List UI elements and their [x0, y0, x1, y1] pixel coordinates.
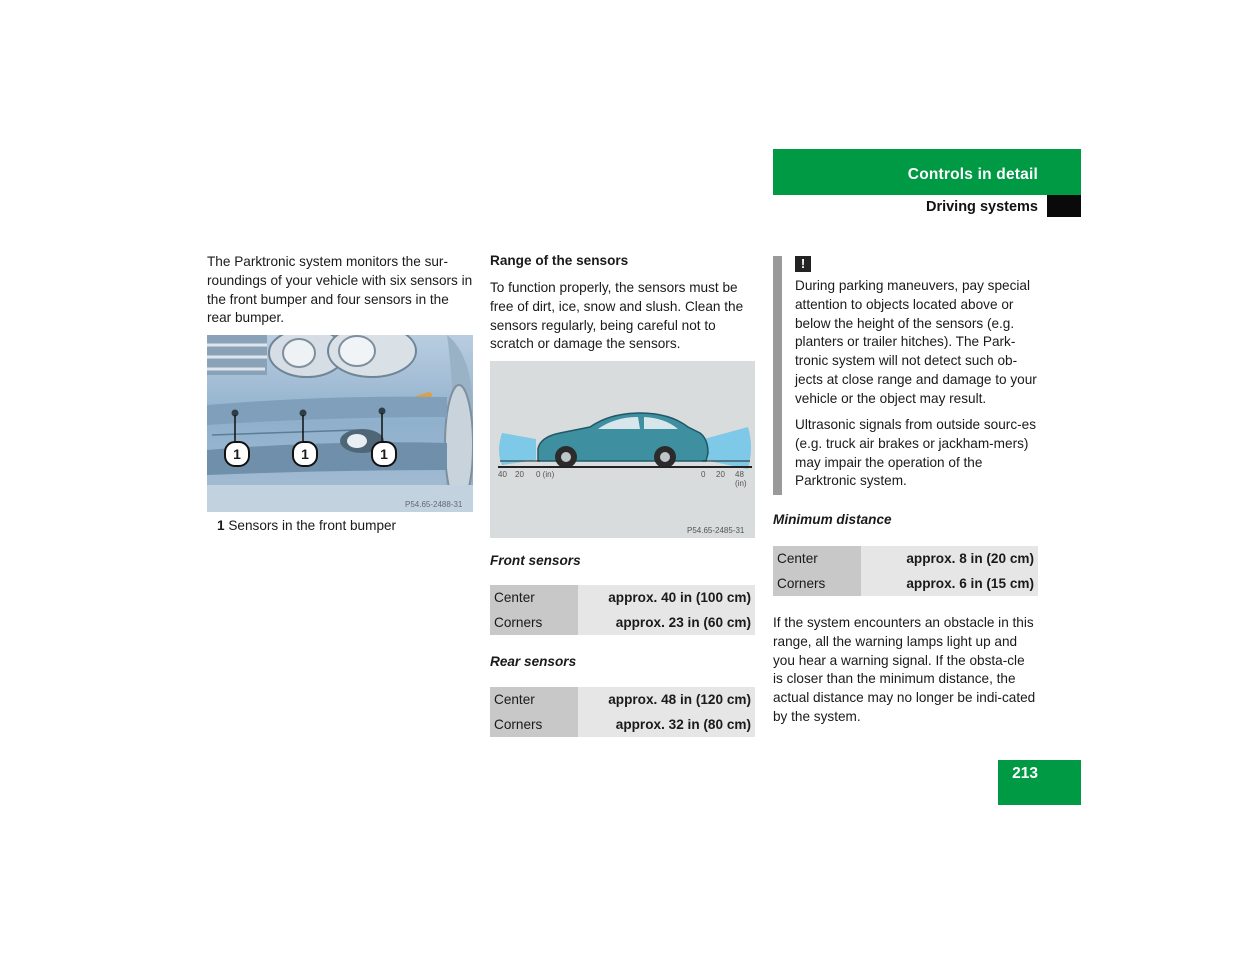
row-value: approx. 23 in (60 cm) — [578, 610, 755, 635]
front-sensors-heading: Front sensors — [490, 553, 581, 568]
table-row — [490, 610, 755, 635]
table-row — [773, 571, 1038, 596]
front-scale-0: 0 (in) — [536, 470, 555, 479]
row-value: approx. 40 in (100 cm) — [578, 585, 755, 610]
note-paragraph-1: During parking maneuvers, pay special attention to objects located above or below the height of the sensors (e.g. planters or trailer hitches). The Park-tronic system will not detect such ob-jects at close range and damage to your vehicle or the object may result. — [795, 278, 1037, 406]
rear-sensors-heading: Rear sensors — [490, 654, 577, 669]
table-row — [490, 585, 755, 610]
rear-scale-0: 0 — [701, 470, 706, 479]
sensor-range-illustration — [490, 361, 755, 538]
page-number: 213 — [1012, 765, 1038, 782]
row-label: Center — [490, 585, 578, 610]
figure-code: P54.65-2488-31 — [405, 500, 463, 509]
rear-scale-20: 20 — [716, 470, 725, 479]
section-title: Controls in detail — [907, 166, 1038, 183]
front-bumper-figure — [207, 335, 473, 512]
table-row — [490, 687, 755, 712]
range-body: To function properly, the sensors must be free of dirt, ice, snow and slush. Clean the sensors regularly, being careful not to scratch or damage the sensors. — [490, 280, 744, 352]
row-label: Corners — [490, 712, 578, 737]
after-table-paragraph: If the system encounters an obstacle in this range, all the warning lamps light up and you hear a warning signal. If the obsta-cle is closer than the minimum distance, the actual distance may no longer be indi-cated by the system. — [773, 615, 1036, 724]
range-heading: Range of the sensors — [490, 253, 629, 268]
row-label: Corners — [490, 610, 578, 635]
front-scale-20: 20 — [515, 470, 524, 479]
rear-scale-48: 48 (in) — [735, 470, 747, 488]
row-value: approx. 8 in (20 cm) — [861, 546, 1038, 571]
rear-sensors-table — [490, 687, 755, 737]
minimum-distance-table — [773, 546, 1038, 596]
callout-1-a: 1 — [224, 441, 250, 467]
table-row — [773, 546, 1038, 571]
note-bar — [773, 256, 782, 495]
caption-number: 1 — [217, 518, 225, 533]
row-label: Center — [490, 687, 578, 712]
callout-1-b: 1 — [292, 441, 318, 467]
sensor-range-figure — [490, 361, 755, 538]
warning-icon: ! — [795, 256, 811, 272]
caption-text: Sensors in the front bumper — [228, 518, 397, 533]
table-row — [490, 712, 755, 737]
intro-paragraph: The Parktronic system monitors the sur-roundings of your vehicle with six sensors in the front bumper and four sensors in the rear bumper. — [207, 254, 473, 326]
minimum-distance-heading: Minimum distance — [773, 512, 892, 527]
front-scale-40: 40 — [498, 470, 507, 479]
row-value: approx. 6 in (15 cm) — [861, 571, 1038, 596]
row-label: Center — [773, 546, 861, 571]
figure-caption — [217, 517, 472, 536]
row-value: approx. 48 in (120 cm) — [578, 687, 755, 712]
subsection-title: Driving systems — [925, 199, 1038, 215]
front-bumper-illustration — [207, 335, 473, 512]
callout-1-c: 1 — [371, 441, 397, 467]
front-sensors-table — [490, 585, 755, 635]
note-paragraph-2: Ultrasonic signals from outside sourc-es (e.g. truck air brakes or jackham-mers) may impair the operation of the Parktronic system. — [795, 417, 1037, 489]
header-marker — [1047, 195, 1081, 217]
figure-code: P54.65-2485-31 — [687, 526, 745, 535]
row-label: Corners — [773, 571, 861, 596]
row-value: approx. 32 in (80 cm) — [578, 712, 755, 737]
